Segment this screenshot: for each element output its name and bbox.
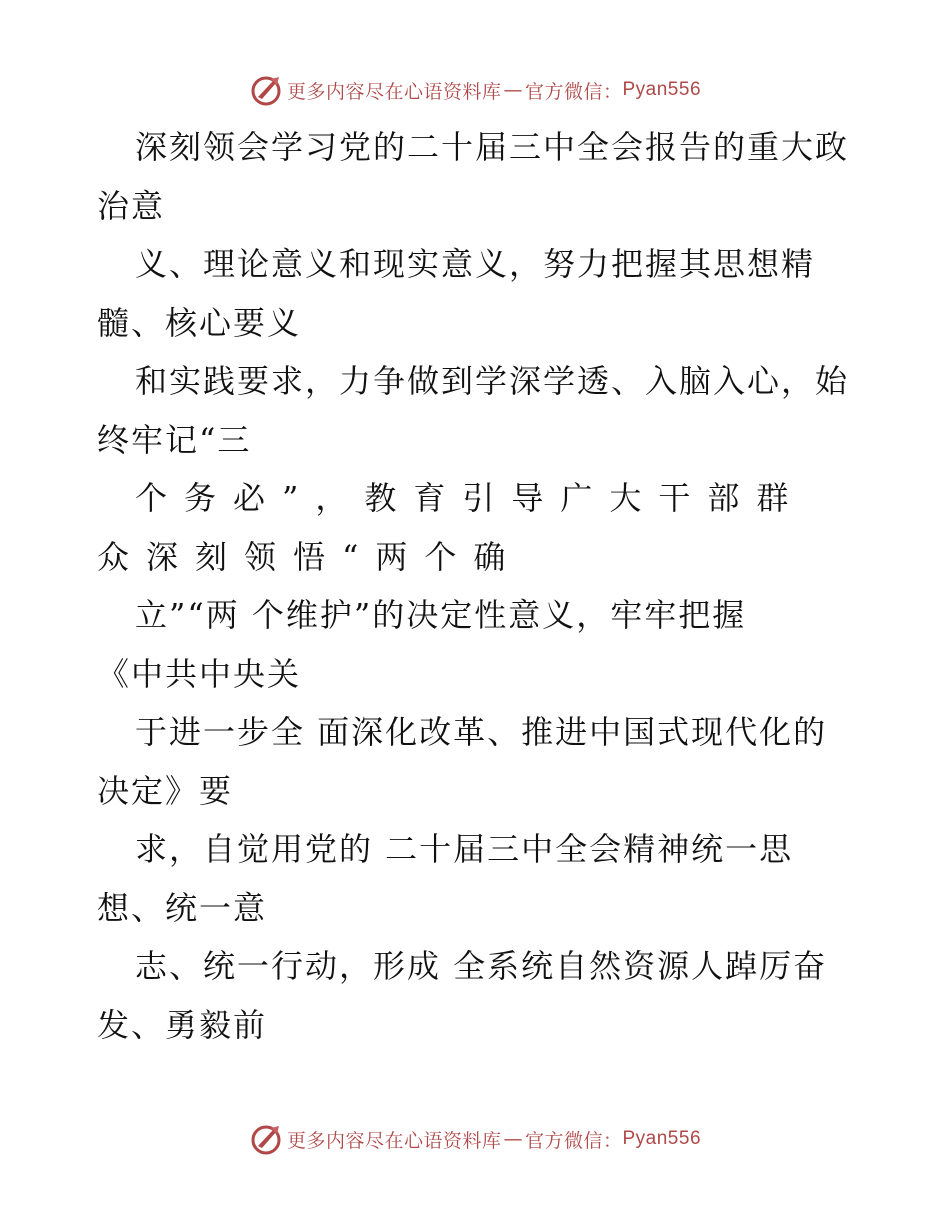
quill-logo-icon [249, 1122, 283, 1156]
footer-wechat-label: 官方微信： [524, 1129, 623, 1152]
header-wechat-id: Pyan556 [622, 79, 702, 100]
body-line: 想、统一意 [97, 888, 268, 927]
body-line: 深刻领会学习党的二十届三中全会报告的重大政 [135, 128, 850, 166]
document-body [97, 118, 867, 1054]
body-line: 个务必”，教育引导广大干部群 [135, 479, 806, 517]
header-banner-text: 更多内容尽在心语资料库 [286, 80, 502, 103]
footer-banner-text: 更多内容尽在心语资料库 [286, 1129, 502, 1152]
footer-banner [0, 1119, 950, 1159]
body-line: 求，自觉用党的 二十届三中全会精神统一思 [135, 830, 794, 868]
quill-logo-icon [249, 73, 283, 107]
body-line: 决定》要 [97, 771, 234, 810]
header-banner-separator: — [503, 79, 523, 101]
header-wechat-label: 官方微信： [524, 80, 623, 103]
body-line: 立”“两 个维护”的决定性意义，牢牢把握 [135, 596, 747, 634]
body-line: 于进一步全 面深化改革、推进中国式现代化的 [135, 713, 828, 751]
footer-wechat-id: Pyan556 [622, 1128, 702, 1149]
body-line: 志、统一行动，形成 全系统自然资源人踔厉奋 [135, 947, 828, 985]
body-line: 治意 [97, 186, 166, 225]
header-banner [0, 70, 950, 110]
body-line: 众深刻领悟“两个确 [97, 537, 523, 576]
footer-banner-separator: — [503, 1128, 523, 1150]
body-line: 《中共中央关 [97, 654, 302, 693]
body-line: 义、理论意义和现实意义，努力把握其思想精 [135, 245, 816, 283]
body-line: 发、勇毅前 [97, 1005, 268, 1044]
body-line: 髓、核心要义 [97, 303, 302, 342]
body-line: 和实践要求，力争做到学深学透、入脑入心，始 [135, 362, 850, 400]
body-line: 终牢记“三 [97, 420, 252, 459]
